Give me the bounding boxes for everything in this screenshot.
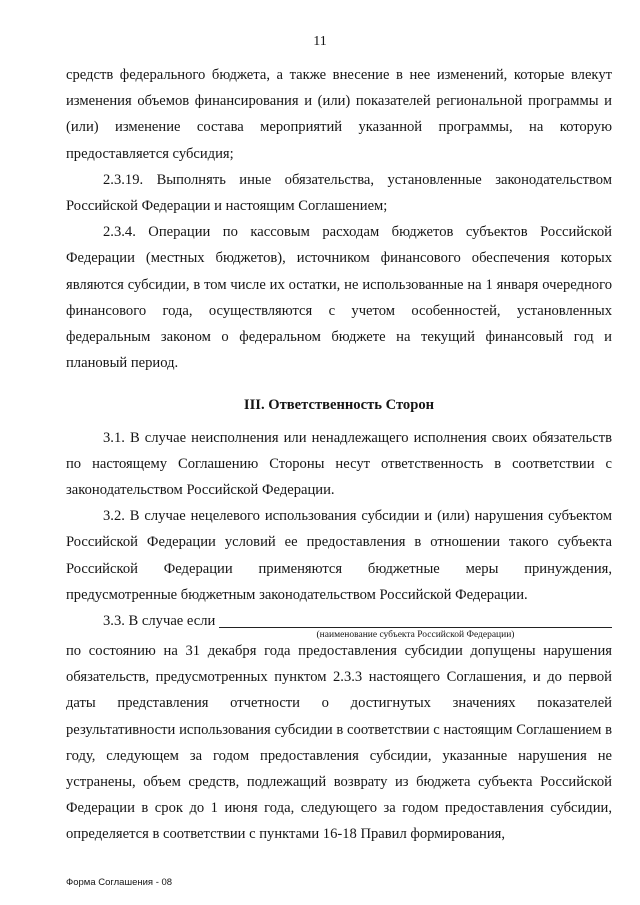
subject-name-caption: (наименование субъекта Российской Федерации) <box>316 630 515 641</box>
paragraph-2-3-19: 2.3.19. Выполнять иные обязательства, установленные законодательством Российской Федерации и настоящим Соглашением; <box>66 171 612 215</box>
paragraph-2-3-4: 2.3.4. Операции по кассовым расходам бюджетов субъектов Российской Федерации (местных бюджетов), источником финансового обеспечения которых являются субсидии, в том числе их остатки, не использованные на 1 января очередного финансового года, осуществляются с учетом особенностей, установленных федеральным законом о федеральном бюджете на текущий финансовый год и плановый период. <box>66 224 612 372</box>
subject-name-blank <box>219 627 612 628</box>
document-body <box>66 62 612 848</box>
paragraph-3-3-continuation: по состоянию на 31 декабря года предоставления субсидии допущены нарушения обязательств, предусмотренных пунктом 2.3.3 настоящего Соглашения, и до первой даты представления отчетности о достигнутых значениях показателей результативности использования субсидии в соответствии с настоящим Соглашением в году, следующем за годом предоставления субсидии, указанные нарушения не устранены, объем средств, подлежащий возврату из бюджета субъекта Российской Федерации в срок до 1 июня года, следующего за годом предоставления субсидии, определяется в соответствии с пунктами 16-18 Правил формирования, <box>66 643 612 843</box>
paragraph-continuation: средств федерального бюджета, а также внесение в нее изменений, которые влекут изменения объемов финансирования и (или) показателей региональной программы и (или) изменение состава мероприятий указанной программы, на которую предоставляется субсидия; <box>66 67 612 162</box>
clause-3-3-fill-line <box>66 608 612 641</box>
paragraph-3-1: 3.1. В случае неисполнения или ненадлежащего исполнения своих обязательств по настоящему Соглашению Стороны несут ответственность в соответствии с законодательством Российской Федерации. <box>66 429 612 499</box>
paragraph-3-2: 3.2. В случае нецелевого использования субсидии и (или) нарушения субъектом Российской Федерации условий ее предоставления в отношении такого субъекта Российской Федерации применяются бюджетные меры принуждения, предусмотренные бюджетным законодательством Российской Федерации. <box>66 508 612 603</box>
section-heading-responsibility: III. Ответственность Сторон <box>243 397 435 414</box>
form-footer: Форма Соглашения - 08 <box>66 877 173 888</box>
page-number: 11 <box>313 34 327 49</box>
clause-3-3-label: 3.3. В случае если <box>103 613 216 630</box>
